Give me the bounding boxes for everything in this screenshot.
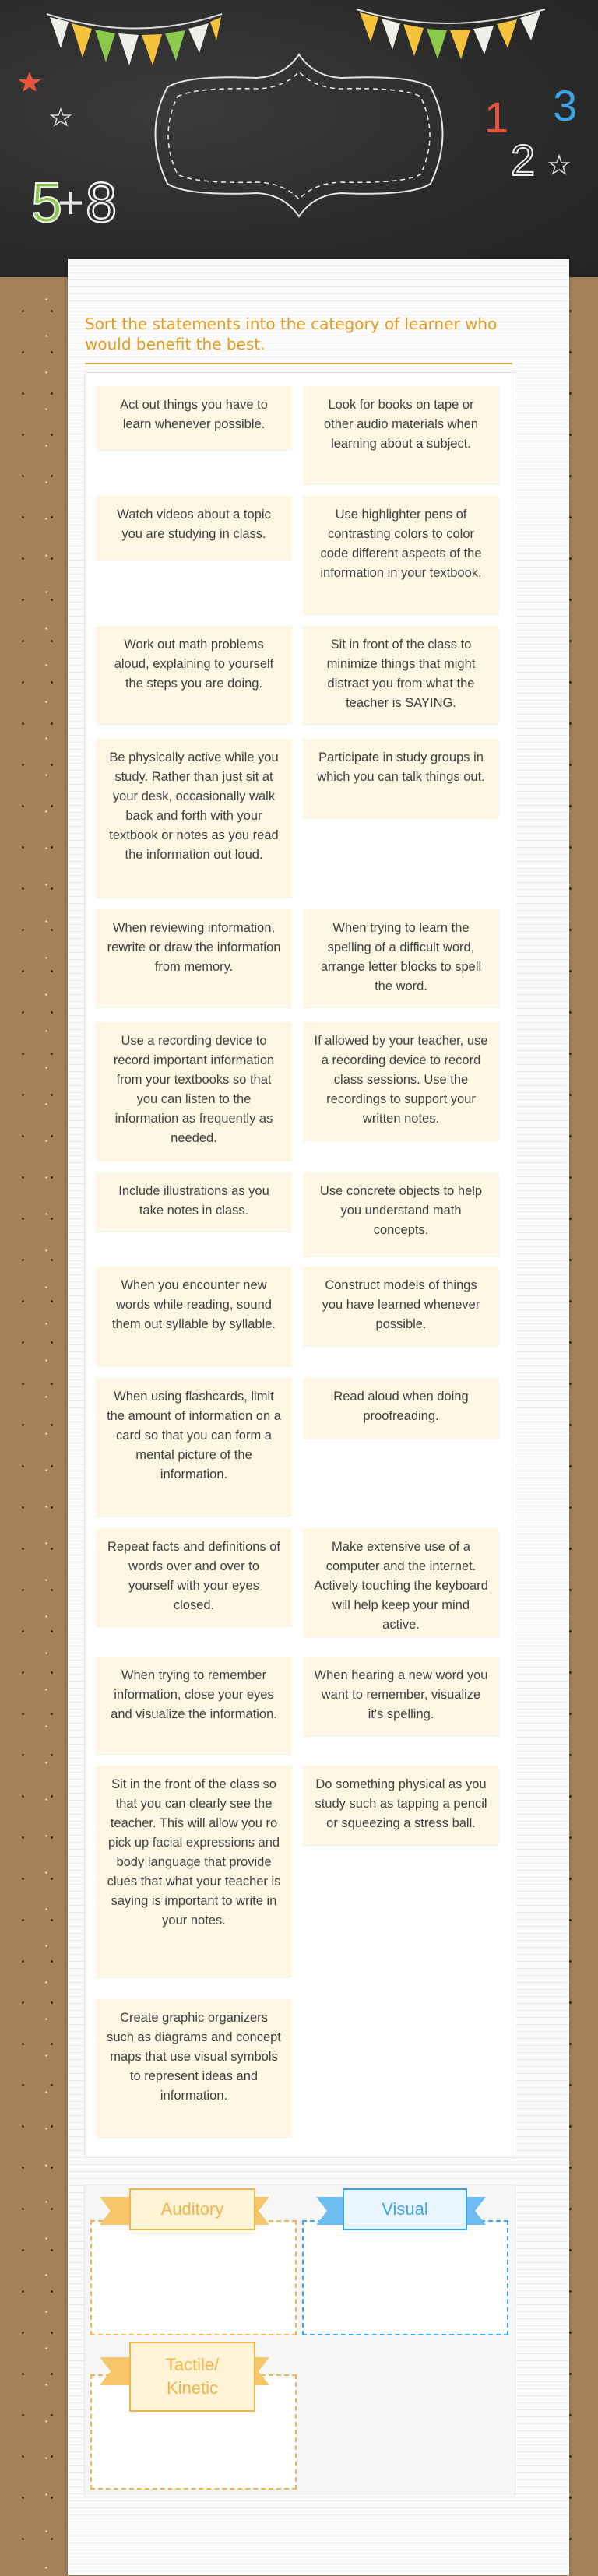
statement-card[interactable]: Sit in the front of the class so that you can clearly see the teacher. This will allow you ro pick up facial expressions and body language that provide clues that what your teacher is saying is important to write in your notes. — [96, 1766, 292, 1977]
category-label-tactile-kinetic — [129, 2342, 255, 2412]
statement-card[interactable]: Construct models of things you have learned whenever possible. — [303, 1267, 499, 1346]
statement-card[interactable]: Sit in front of the class to minimize things that might distract you from what the teacher is SAYING. — [303, 626, 499, 724]
equation-right: 8 — [86, 172, 118, 234]
statement-card[interactable]: When using flashcards, limit the amount of information on a card so that you can form a mental picture of the information. — [96, 1378, 292, 1516]
statement-card[interactable]: If allowed by your teacher, use a recording device to record class sessions. Use the recordings to support your written notes. — [303, 1022, 499, 1140]
tactile-label-line2: Kinetic — [166, 2378, 219, 2398]
statement-card[interactable]: When trying to learn the spelling of a difficult word, arrange letter blocks to spell the word. — [303, 909, 499, 1007]
statement-card[interactable]: Make extensive use of a computer and the internet. Actively touching the keyboard will help keep your mind active. — [303, 1528, 499, 1637]
statement-card[interactable]: Repeat facts and definitions of words over and over to yourself with your eyes closed. — [96, 1528, 292, 1626]
statement-card[interactable]: When reviewing information, rewrite or draw the information from memory. — [96, 909, 292, 1007]
drop-zone-auditory[interactable] — [90, 2220, 297, 2335]
chalk-frame-icon — [156, 54, 443, 216]
equation-op: + — [58, 177, 84, 228]
statement-card[interactable]: Use concrete objects to help you understand math concepts. — [303, 1172, 499, 1256]
statement-card[interactable]: When you encounter new words while reading, sound them out syllable by syllable. — [96, 1267, 292, 1366]
equation-left: 5 — [31, 172, 63, 234]
star-icon-right — [550, 156, 568, 174]
chalkboard-header — [0, 0, 598, 277]
title-divider — [85, 363, 512, 364]
statement-card[interactable]: Read aloud when doing proofreading. — [303, 1378, 499, 1439]
activity-prompt: Sort the statements into the category of learner who would benefit the best. — [85, 315, 498, 353]
category-label-auditory: Auditory — [129, 2188, 255, 2230]
bunting-right-icon — [357, 9, 545, 59]
statement-card[interactable]: Do something physical as you study such as tapping a pencil or squeezing a stress ball. — [303, 1766, 499, 1845]
number-one: 1 — [484, 93, 509, 142]
number-three: 3 — [553, 81, 578, 130]
statement-card[interactable]: Work out math problems aloud, explaining to yourself the steps you are doing. — [96, 626, 292, 724]
bunting-left-icon — [47, 14, 222, 65]
tactile-label-line1: Tactile/ — [165, 2355, 220, 2374]
chalkboard-art — [0, 0, 598, 277]
star-outline-icon — [51, 109, 70, 125]
statement-card[interactable]: Act out things you have to learn whenever possible. — [96, 386, 292, 450]
statement-card[interactable]: Look for books on tape or other audio materials when learning about a subject. — [303, 386, 499, 484]
statement-card[interactable]: Create graphic organizers such as diagrams and concept maps that use visual symbols to represent ideas and information. — [96, 1999, 292, 2138]
statement-card[interactable]: Watch videos about a topic you are studying in class. — [96, 496, 292, 560]
statement-card[interactable]: Use highlighter pens of contrasting colors to color code different aspects of the information in your textbook. — [303, 496, 499, 614]
statement-card[interactable]: When hearing a new word you want to remember, visualize it's spelling. — [303, 1657, 499, 1736]
number-two: 2 — [511, 135, 536, 185]
drop-zone-visual[interactable] — [302, 2220, 508, 2335]
statement-card[interactable]: Include illustrations as you take notes in class. — [96, 1172, 292, 1232]
statement-card[interactable]: Use a recording device to record important information from your textbooks so that you can listen to the information as frequently as needed. — [96, 1022, 292, 1161]
statement-card[interactable]: Be physically active while you study. Rather than just sit at your desk, occasionally walk back and forth with your textbook or notes as you read the information out loud. — [96, 739, 292, 898]
statement-card[interactable]: When trying to remember information, close your eyes and visualize the information. — [96, 1657, 292, 1755]
statement-card[interactable]: Participate in study groups in which you can talk things out. — [303, 739, 499, 818]
star-icon — [18, 72, 41, 92]
category-label-visual: Visual — [343, 2188, 467, 2230]
